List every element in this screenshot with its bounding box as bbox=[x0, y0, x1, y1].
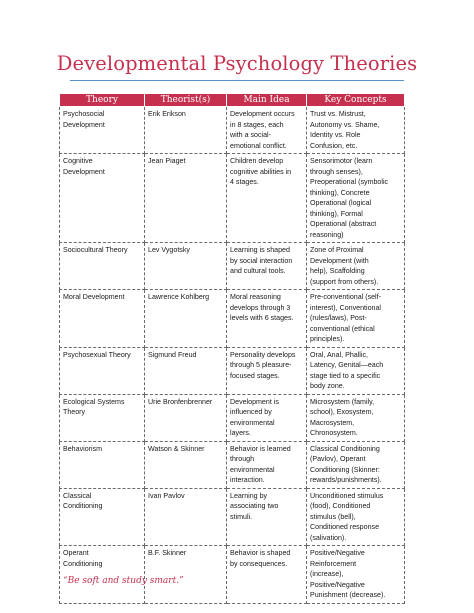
cell-main-idea: Learning by associating two stimuli. bbox=[227, 488, 307, 546]
title-divider bbox=[70, 80, 404, 81]
header-key-concepts: Key Concepts bbox=[307, 94, 405, 107]
header-theorists: Theorist(s) bbox=[145, 94, 227, 107]
cell-main-idea: Behavior is learned through environmental interaction. bbox=[227, 441, 307, 488]
cell-main-idea: Behavior is shaped by consequences. bbox=[227, 546, 307, 604]
cell-main-idea: Learning is shaped by social interaction and cultural tools. bbox=[227, 243, 307, 290]
cell-main-idea: Children develop cognitive abilities in 4 stages. bbox=[227, 154, 307, 243]
footer-tagline: “Be soft and study smart.” bbox=[63, 576, 184, 586]
cell-theorist: Erik Erikson bbox=[145, 107, 227, 154]
table-row bbox=[60, 154, 405, 243]
table-row bbox=[60, 290, 405, 348]
table-row bbox=[60, 488, 405, 546]
cell-key-concepts: Oral, Anal, Phallic, Latency, Genital—each stage tied to a specific body zone. bbox=[307, 347, 405, 394]
table-row bbox=[60, 107, 405, 154]
table-row bbox=[60, 441, 405, 488]
page-title: Developmental Psychology Theories bbox=[56, 52, 418, 75]
cell-theorist: Lev Vygotsky bbox=[145, 243, 227, 290]
table-header-row bbox=[60, 94, 405, 107]
cell-key-concepts: Classical Conditioning (Pavlov), Operant Conditioning (Skinner: rewards/punishments). bbox=[307, 441, 405, 488]
cell-theory: Psychosexual Theory bbox=[60, 347, 145, 394]
cell-key-concepts: Microsystem (family, school), Exosystem, Macrosystem, Chronosystem. bbox=[307, 394, 405, 441]
cell-theorist: Sigmund Freud bbox=[145, 347, 227, 394]
cell-theory: Moral Development bbox=[60, 290, 145, 348]
cell-key-concepts: Sensorimotor (learn through senses), Preoperational (symbolic thinking), Concrete Operational (logical thinking), Formal Operational (abstract reasoning) bbox=[307, 154, 405, 243]
cell-theory: Behaviorism bbox=[60, 441, 145, 488]
cell-theory: Psychosocial Development bbox=[60, 107, 145, 154]
header-main-idea: Main Idea bbox=[227, 94, 307, 107]
cell-theory: Cognitive Development bbox=[60, 154, 145, 243]
cell-theory: Sociocultural Theory bbox=[60, 243, 145, 290]
cell-key-concepts: Positive/Negative Reinforcement (increase), Positive/Negative Punishment (decrease). bbox=[307, 546, 405, 604]
cell-theorist: Ivan Pavlov bbox=[145, 488, 227, 546]
cell-main-idea: Development is influenced by environmental layers. bbox=[227, 394, 307, 441]
table-row bbox=[60, 243, 405, 290]
cell-main-idea: Personality develops through 5 pleasure- focused stages. bbox=[227, 347, 307, 394]
cell-theorist: Urie Bronfenbrenner bbox=[145, 394, 227, 441]
cell-theorist: Lawrence Kohlberg bbox=[145, 290, 227, 348]
cell-key-concepts: Trust vs. Mistrust, Autonomy vs. Shame, Identity vs. Role Confusion, etc. bbox=[307, 107, 405, 154]
cell-theory: Ecological Systems Theory bbox=[60, 394, 145, 441]
table-row bbox=[60, 347, 405, 394]
cell-key-concepts: Pre-conventional (self- interest), Conventional (rules/laws), Post- conventional (ethical principles). bbox=[307, 290, 405, 348]
theories-table bbox=[59, 93, 405, 604]
cell-key-concepts: Zone of Proximal Development (with help), Scaffolding (support from others). bbox=[307, 243, 405, 290]
cell-main-idea: Development occurs in 8 stages, each with a social- emotional conflict. bbox=[227, 107, 307, 154]
table-row bbox=[60, 546, 405, 604]
table-row bbox=[60, 394, 405, 441]
cell-main-idea: Moral reasoning develops through 3 levels with 6 stages. bbox=[227, 290, 307, 348]
cell-key-concepts: Unconditioned stimulus (food), Conditioned stimulus (bell), Conditioned response (salivation). bbox=[307, 488, 405, 546]
cell-theorist: Jean Piaget bbox=[145, 154, 227, 243]
cell-theorist: Watson & Skinner bbox=[145, 441, 227, 488]
cell-theorist: B.F. Skinner bbox=[145, 546, 227, 604]
cell-theory: Classical Conditioning bbox=[60, 488, 145, 546]
cell-theory: Operant Conditioning bbox=[60, 546, 145, 604]
header-theory: Theory bbox=[60, 94, 145, 107]
